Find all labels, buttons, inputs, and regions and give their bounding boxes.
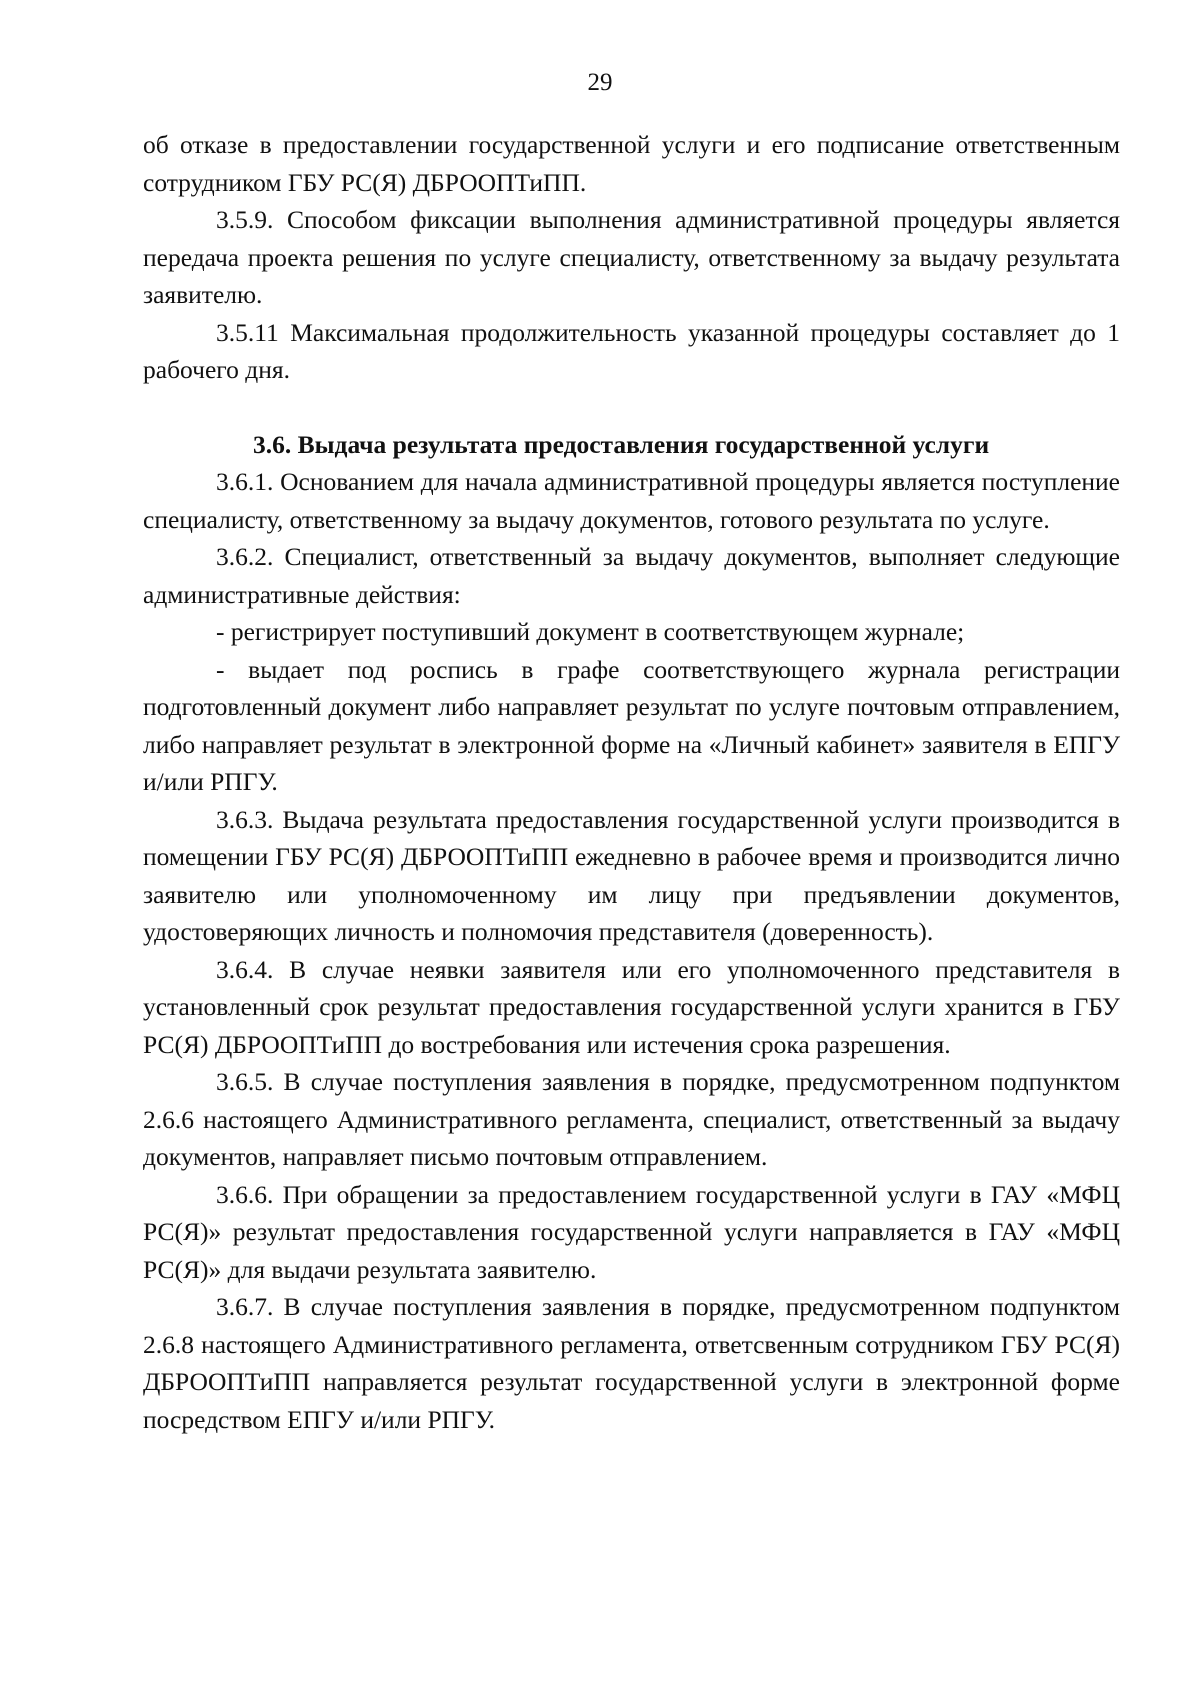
paragraph-3-6-3: 3.6.3. Выдача результата предоставления государственной услуги производится в помещении ГБУ РС(Я) ДБРООПТиПП ежедневно в рабочее время и производится лично заявителю или уполномоченному им лицу при предъявлении документов, удостоверяющих личность и полномочия представителя (доверенность). (143, 804, 1120, 946)
paragraph-3-5-11: 3.5.11 Максимальная продолжительность указанной процедуры составляет до 1 рабочего дня. (143, 317, 1120, 384)
document-body (143, 126, 1120, 1438)
paragraph-3-6-2: 3.6.2. Специалист, ответственный за выдачу документов, выполняет следующие административные действия: (143, 542, 1120, 609)
paragraph-3-6-7: 3.6.7. В случае поступления заявления в порядке, предусмотренном подпунктом 2.6.8 настоящего Административного регламента, ответсвенным сотрудником ГБУ РС(Я) ДБРООПТиПП направляется результат государственной услуги в электронной форме посредством ЕПГУ и/или РПГУ. (143, 1292, 1120, 1434)
paragraph-3-6-5: 3.6.5. В случае поступления заявления в порядке, предусмотренном подпунктом 2.6.6 настоящего Административного регламента, специалист, ответственный за выдачу документов, направляет письмо почтовым отправлением. (143, 1067, 1120, 1171)
paragraph-3-6-4: 3.6.4. В случае неявки заявителя или его уполномоченного представителя в установленный срок результат предоставления государственной услуги хранится в ГБУ РС(Я) ДБРООПТиПП до востребования или истечения срока разрешения. (143, 954, 1120, 1059)
list-item-register: - регистрирует поступивший документ в соответствующем журнале; (216, 617, 965, 646)
paragraph-continuation: об отказе в предоставлении государственной услуги и его подписание ответственным сотрудником ГБУ РС(Я) ДБРООПТиПП. (143, 130, 1120, 197)
paragraph-3-6-6: 3.6.6. При обращении за предоставлением государственной услуги в ГАУ «МФЦ РС(Я)» результат предоставления государственной услуги направляется в ГАУ «МФЦ РС(Я)» для выдачи результата заявителю. (143, 1179, 1120, 1284)
paragraph-3-6-1: 3.6.1. Основанием для начала административной процедуры является поступление специалисту, ответственному за выдачу документов, готового результата по услуге. (143, 467, 1120, 534)
paragraph-3-5-9: 3.5.9. Способом фиксации выполнения административной процедуры является передача проекта решения по услуге специалисту, ответственному за выдачу результата заявителю. (143, 205, 1120, 309)
section-heading-3-6: 3.6. Выдача результата предоставления государственной услуги (253, 429, 990, 459)
list-item-issue: - выдает под роспись в графе соответствующего журнала регистрации подготовленный документ либо направляет результат по услуге почтовым отправлением, либо направляет результат в электронной форме на «Личный кабинет» заявителя в ЕПГУ и/или РПГУ. (143, 654, 1120, 796)
page-number: 29 (587, 69, 613, 96)
